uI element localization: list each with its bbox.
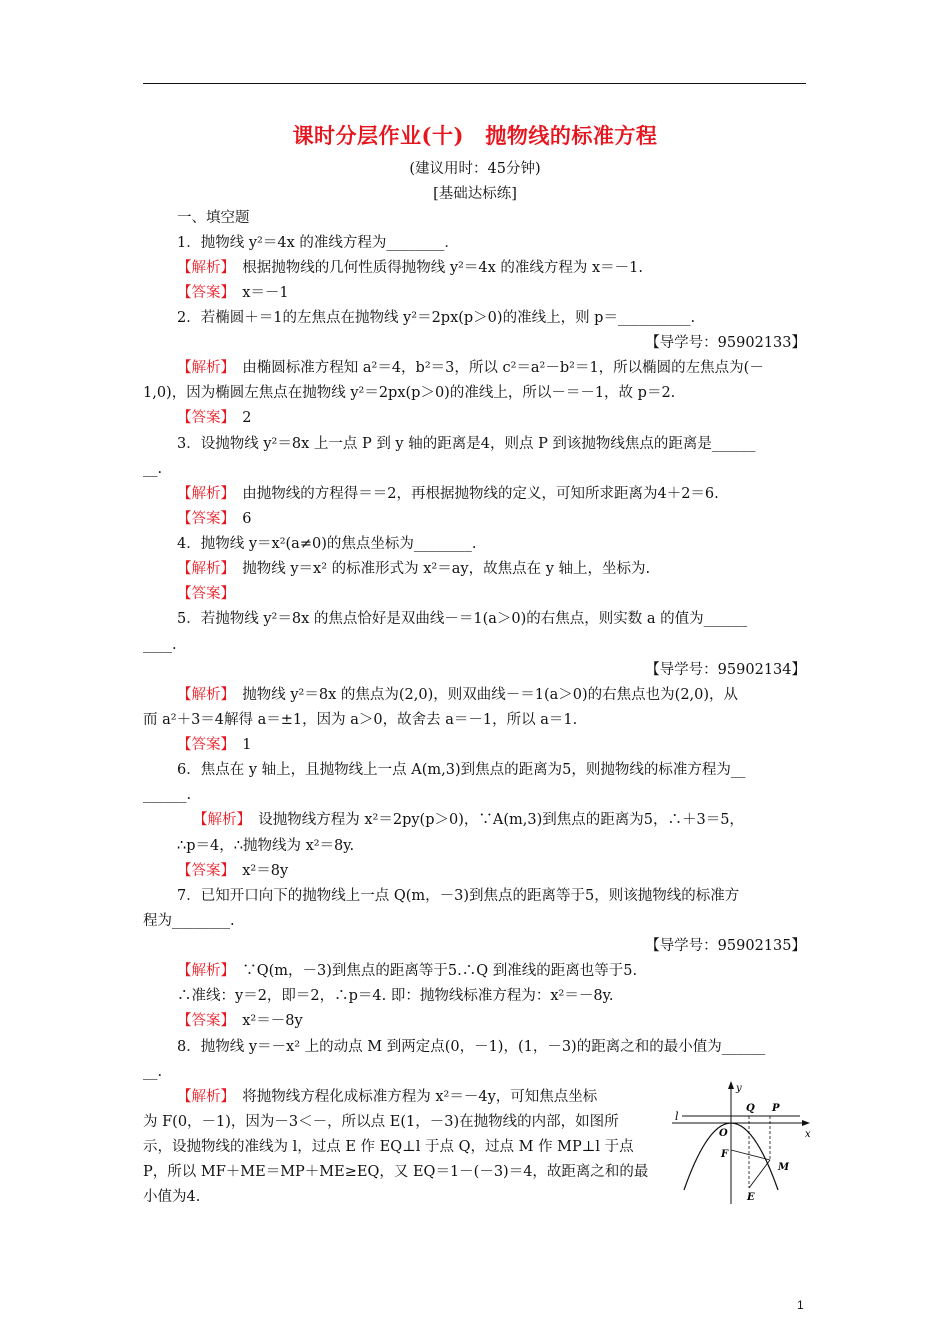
line-text: 由椭圆标准方程知 a²＝4，b²＝3，所以 c²＝a²－b²＝1，所以椭圆的左焦点为(－ [227,360,764,376]
text-line [143,1187,200,1207]
suggested-time: (建议用时：45分钟) [409,161,541,177]
text-line [177,1087,597,1107]
figure-label-l: l [675,1110,679,1123]
text-line [177,760,745,780]
answer-tag: 【答案】 [177,1013,228,1029]
line-text: ∵Q(m，－3)到焦点的距离等于5.∴Q 到准线的距离也等于5. [227,963,638,979]
text-line [143,785,191,805]
text-line [177,308,695,328]
figure-label-p: P [772,1103,780,1114]
line-text: 程为________. [143,913,235,929]
figure-label-f: F [721,1149,729,1160]
text-line [193,810,744,830]
text-line [143,1062,162,1082]
text-line [177,534,476,554]
line-text: 2 [227,410,252,426]
text-line [177,509,251,529]
text-line [177,961,637,981]
text-line [177,1011,303,1031]
line-text: 根据抛物线的几何性质得抛物线 y²＝4x 的准线方程为 x＝－1. [227,260,643,276]
line-text: 由抛物线的方程得＝＝2，再根据抛物线的定义，可知所求距离为4＋2＝6. [227,486,719,502]
text-line [143,1162,648,1182]
line-text: 3．设抛物线 y²＝8x 上一点 P 到 y 轴的距离是4，则点 P 到该抛物线焦点的距离是______ [177,436,756,452]
text-line [177,735,251,755]
answer-tag: 【解析】 [177,963,228,979]
line-text: 1 [227,737,252,753]
line-text: 5．若抛物线 y²＝8x 的焦点恰好是双曲线－＝1(a＞0)的右焦点，则实数 a 的值为______ [177,611,748,627]
line-text: 【导学号：95902134】 [645,662,806,678]
line-text: 抛物线 y²＝8x 的焦点为(2,0)，则双曲线－＝1(a＞0)的右焦点也为(2,0)，从 [227,687,739,703]
text-line [177,584,235,604]
answer-tag: 【解析】 [177,561,228,577]
text-line [143,710,577,730]
text-line [143,635,177,655]
line-text: 为 F(0，－1)，因为－3＜－，所以点 E(1，－3)在抛物线的内部，如图所 [143,1114,619,1130]
line-text: 而 a²＋3＝4解得 a＝±1，因为 a＞0，故舍去 a＝－1，所以 a＝1. [143,712,578,728]
section-heading: [基础达标练] [433,186,517,202]
text-line [177,1037,765,1057]
text-line [645,936,806,956]
text-line [177,283,289,303]
text-line [177,609,747,629]
text-line [143,459,162,479]
line-text: 7．已知开口向下的抛物线上一点 Q(m，－3)到焦点的距离等于5，则该抛物线的标准方 [177,888,740,904]
text-line [177,258,643,278]
text-line [143,911,235,931]
line-text: 【导学号：95902135】 [645,938,806,954]
line-text: ∴p＝4，∴抛物线为 x²＝8y. [177,838,355,854]
text-line [177,233,459,253]
text-line [177,886,739,906]
line-text: 1,0)，因为椭圆左焦点在抛物线 y²＝2px(p＞0)的准线上，所以－＝－1，故 p＝2. [143,385,676,401]
header-rule [143,83,806,84]
answer-tag: 【解析】 [193,812,244,828]
line-text: 6．焦点在 y 轴上，且抛物线上一点 A(m,3)到焦点的距离为5，则抛物线的标准方程为__ [177,762,746,778]
line-text: x²＝－8y [227,1013,303,1029]
answer-tag: 【答案】 [177,737,228,753]
answer-tag: 【解析】 [177,1089,228,1105]
line-text: P，所以 MF＋ME＝MP＋ME≥EQ，又 EQ＝1－(－3)＝4，故距离之和的最 [143,1164,649,1180]
answer-tag: 【解析】 [177,486,228,502]
answer-tag: 【答案】 [177,285,228,301]
page-number: 1 [797,1298,804,1312]
answer-tag: 【答案】 [177,863,228,879]
text-line [645,660,806,680]
text-line [143,383,675,403]
figure-label-x: x [805,1129,811,1140]
answer-tag: 【答案】 [177,586,235,602]
text-line [177,861,288,881]
parabola-figure [672,1080,814,1206]
answer-tag: 【答案】 [177,511,228,527]
line-text: 6 [227,511,252,527]
text-line [177,408,251,428]
line-text: __. [143,1064,163,1080]
text-line [177,559,650,579]
figure-label-y: y [736,1083,742,1094]
text-line [143,1137,634,1157]
line-text: ∴准线：y＝2，即＝2，∴p＝4. 即：抛物线标准方程为：x²＝－8y. [177,988,614,1004]
answer-tag: 【解析】 [177,687,228,703]
answer-tag: 【解析】 [177,260,228,276]
line-text: 2．若椭圆＋＝1的左焦点在抛物线 y²＝2px(p＞0)的准线上，则 p＝__________. [177,310,696,326]
figure-label-q: Q [746,1103,755,1114]
line-text: ______. [143,787,192,803]
answer-tag: 【解析】 [177,360,228,376]
text-line [645,333,806,353]
text-line [177,358,764,378]
text-line [177,836,354,856]
line-text: x²＝8y [227,863,289,879]
text-line [177,208,250,228]
text-line [143,1112,619,1132]
figure-label-e: E [747,1192,755,1203]
line-text: 设抛物线方程为 x²＝2py(p＞0)，∵A(m,3)到焦点的距离为5，∴＋3＝5， [243,812,744,828]
line-text: 【导学号：95902133】 [645,335,806,351]
line-text: 1．抛物线 y²＝4x 的准线方程为________． [177,235,459,251]
line-text: 抛物线 y＝x² 的标准形式为 x²＝ay，故焦点在 y 轴上，坐标为. [227,561,651,577]
line-text: x＝－1 [227,285,289,301]
text-line [177,685,738,705]
text-line [177,986,613,1006]
line-text: 示，设抛物线的准线为 l，过点 E 作 EQ⊥l 于点 Q，过点 M 作 MP⊥l 于点 [143,1139,634,1155]
figure-label-o: O [719,1128,728,1139]
text-line [177,484,719,504]
line-text: 8．抛物线 y＝－x² 上的动点 M 到两定点(0，－1)，(1，－3)的距离之和的最小值为______ [177,1039,766,1055]
line-text: ____. [143,637,177,653]
line-text: 一、填空题 [177,210,250,226]
line-text: 4．抛物线 y＝x²(a≠0)的焦点坐标为________. [177,536,477,552]
text-line [177,434,755,454]
figure-label-m: M [778,1162,790,1173]
page-title: 课时分层作业(十) 抛物线的标准方程 [292,123,658,148]
line-text: 将抛物线方程化成标准方程为 x²＝－4y，可知焦点坐标 [227,1089,598,1105]
line-text: 小值为4. [143,1189,201,1205]
line-text: __. [143,461,163,477]
answer-tag: 【答案】 [177,410,228,426]
